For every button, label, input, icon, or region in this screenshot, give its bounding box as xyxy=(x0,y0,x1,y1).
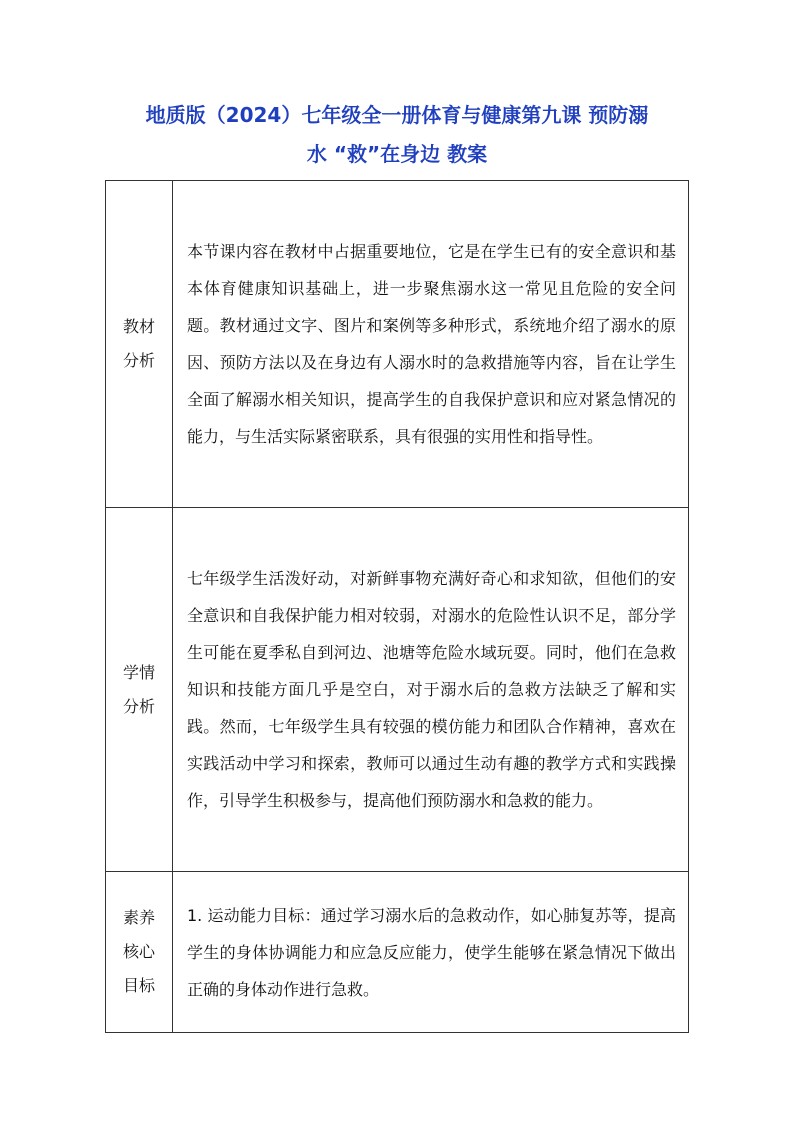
row-label-textbook-analysis xyxy=(106,181,173,508)
row-content-core-competency-goals xyxy=(173,872,689,1033)
lesson-plan-table xyxy=(105,180,689,1033)
document-title xyxy=(100,96,694,174)
row-content-textbook-analysis xyxy=(173,181,689,508)
table-row-student-analysis xyxy=(106,508,689,872)
row-label-line: 教材 xyxy=(122,317,155,336)
table-row-textbook-analysis xyxy=(106,181,689,508)
row-label-line: 分析 xyxy=(122,351,155,370)
document-title-line-1: 地质版（2024）七年级全一册体育与健康第九课 预防溺 xyxy=(145,103,649,127)
row-label-line: 学情 xyxy=(122,662,155,682)
row-content-student-analysis xyxy=(173,508,689,872)
row-label-line: 核心 xyxy=(122,942,155,961)
row-label-line: 素养 xyxy=(122,908,155,927)
row-content-text: 本节课内容在教材中占据重要地位，它是在学生已有的安全意识和基本体育健康知识基础上，进一步聚焦溺水这一常见且危险的安全问题。教材通过文字、图片和案例等多种形式，系统地介绍了溺水的原因、预防方法以及在身边有人溺水时的急救措施等内容，旨在让学生全面了解溺水相关知识，提高学生的自我保护意识和应对紧急情况的能力，与生活实际紧密联系，具有很强的实用性和指导性。 xyxy=(187,242,676,446)
row-label-line: 目标 xyxy=(122,976,155,995)
row-content-text: 七年级学生活泼好动，对新鲜事物充满好奇心和求知欲，但他们的安全意识和自我保护能力相对较弱，对溺水的危险性认识不足，部分学生可能在夏季私自到河边、池塘等危险水域玩耍。同时，他们在急救知识和技能方面几乎是空白，对于溺水后的急救方法缺乏了解和实践。然而，七年级学生具有较强的模仿能力和团队合作精神，喜欢在实践活动中学习和探索，教师可以通过生动有趣的教学方式和实践操作，引导学生积极参与，提高他们预防溺水和急救的能力。 xyxy=(187,569,676,810)
document-title-line-2: 水 “救”在身边 教案 xyxy=(306,142,488,166)
table-row-core-competency-goals xyxy=(106,872,689,1033)
row-label-student-analysis xyxy=(106,508,173,872)
row-content-text: 1. 运动能力目标：通过学习溺水后的急救动作，如心肺复苏等，提高学生的身体协调能力和应急反应能力，使学生能够在紧急情况下做出正确的身体动作进行急救。 xyxy=(187,905,676,999)
row-label-line: 分析 xyxy=(122,696,155,716)
row-label-core-competency-goals xyxy=(106,872,173,1033)
